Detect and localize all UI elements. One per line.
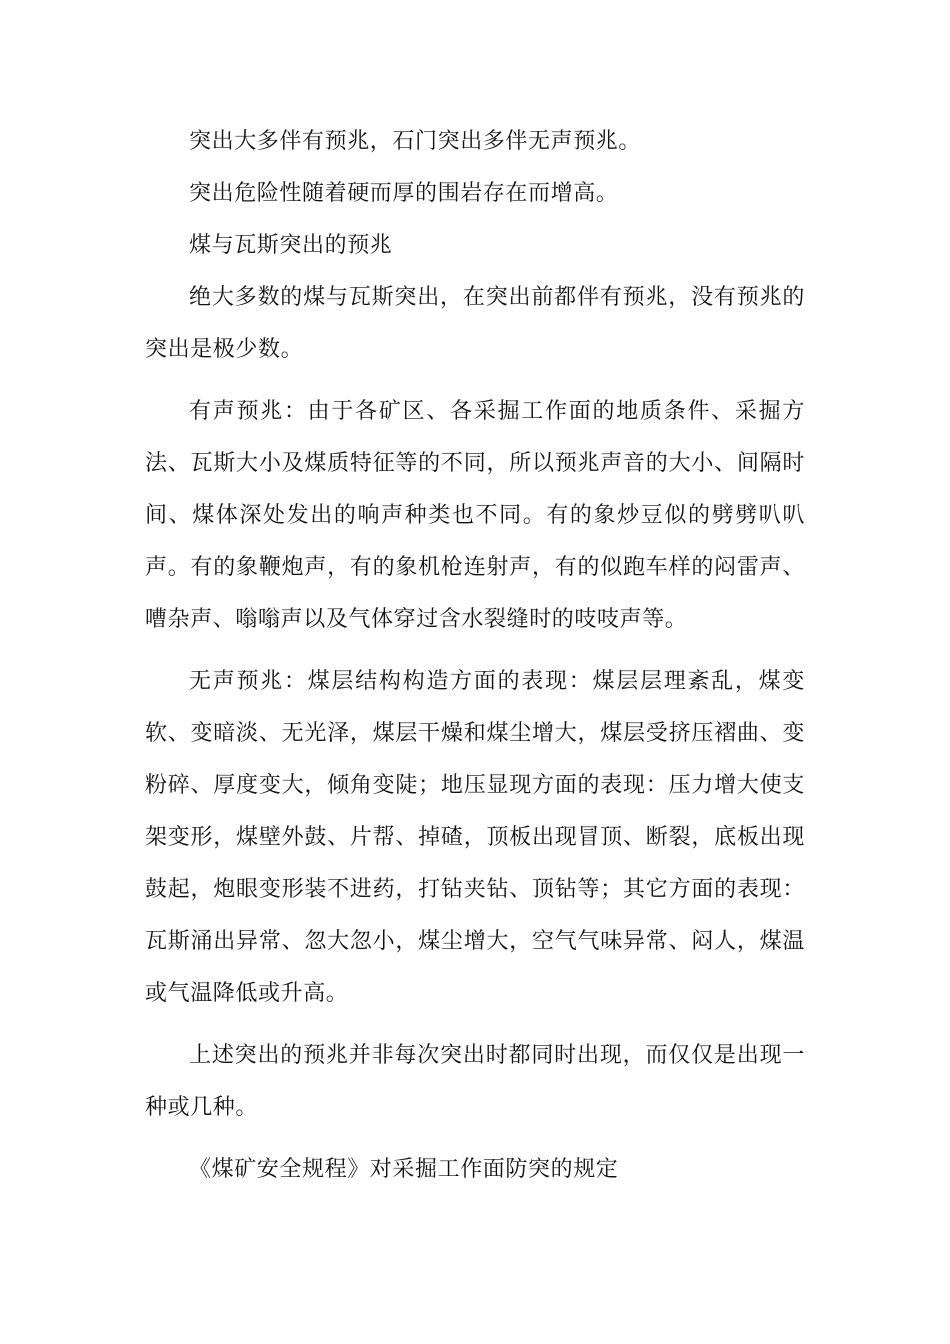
paragraph-most-outbursts-have-signs: 绝大多数的煤与瓦斯突出，在突出前都伴有预兆，没有预兆的突出是极少数。 <box>145 285 805 362</box>
paragraph-silent-signs: 无声预兆：煤层结构构造方面的表现：煤层层理紊乱，煤变软、变暗淡、无光泽，煤层干燥和煤尘增大，煤层受挤压褶曲、变粉碎、厚度变大，倾角变陡；地压显现方面的表现：压力增大使支架变形，煤壁外鼓、片帮、掉碴，顶板出现冒顶、断裂，底板出现鼓起，炮眼变形装不进药，打钻夹钻、顶钻等；其它方面的表现：瓦斯涌出异常、忽大忽小，煤尘增大，空气气味异常、闷人，煤温或气温降低或升高。 <box>145 669 805 1006</box>
paragraph-outburst-warning-signs-summary: 突出大多伴有预兆，石门突出多伴无声预兆。 <box>189 129 642 154</box>
section-heading-outburst-signs: 煤与瓦斯突出的预兆 <box>189 233 393 258</box>
paragraph-outburst-risk-surrounding-rock: 突出危险性随着硬而厚的围岩存在而增高。 <box>189 181 619 206</box>
document-body <box>145 116 805 1196</box>
section-heading-safety-regulations: 《煤矿安全规程》对采掘工作面防突的规定 <box>189 1157 619 1182</box>
paragraph-audible-signs: 有声预兆：由于各矿区、各采掘工作面的地质条件、采掘方法、瓦斯大小及煤质特征等的不同，所以预兆声音的大小、间隔时间、煤体深处发出的响声种类也不同。有的象炒豆似的劈劈叭叭声。有的象鞭炮声，有的象机枪连射声，有的似跑车样的闷雷声、嘈杂声、嗡嗡声以及气体穿过含水裂缝时的吱吱声等。 <box>145 399 805 632</box>
paragraph-signs-not-simultaneous: 上述突出的预兆并非每次突出时都同时出现，而仅仅是出现一种或几种。 <box>145 1043 805 1120</box>
